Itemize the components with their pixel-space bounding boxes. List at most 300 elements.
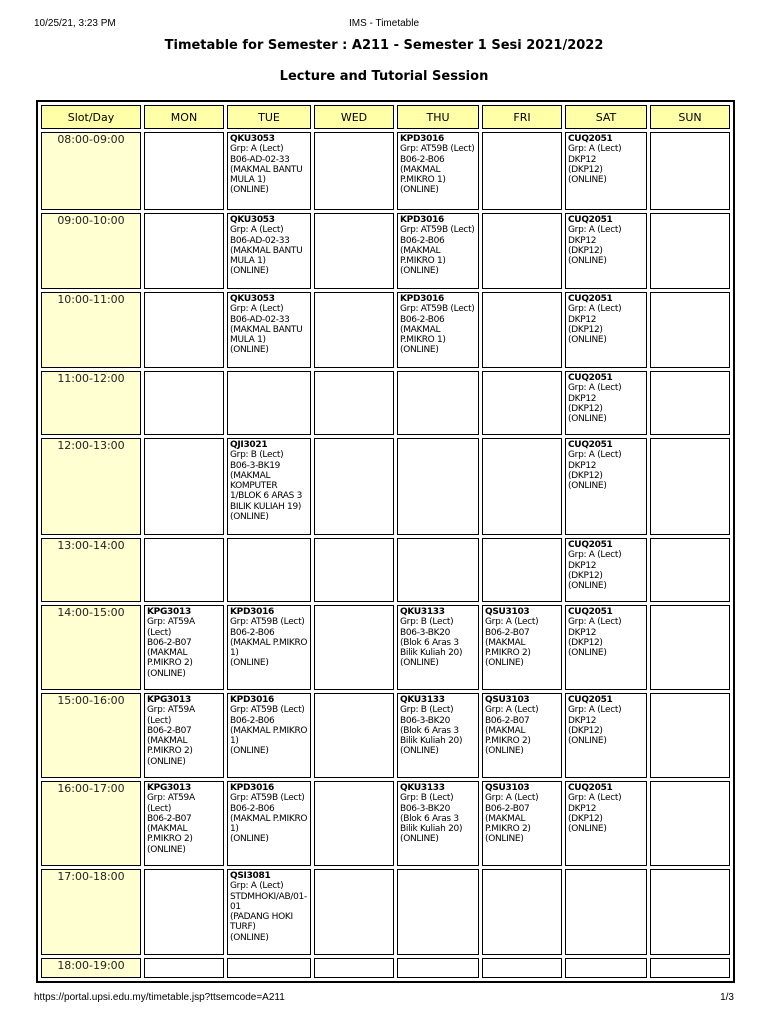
day-cell — [314, 132, 394, 210]
class-detail: (Lect) — [147, 715, 172, 726]
class-detail: MULA 1) — [230, 256, 266, 267]
day-cell — [397, 371, 479, 435]
class-entry — [566, 439, 646, 491]
table-row — [41, 781, 730, 866]
day-cell — [565, 371, 647, 435]
day-cell — [565, 438, 647, 535]
slot-time: 15:00-16:00 — [41, 693, 141, 778]
table-row — [41, 213, 730, 289]
day-cell — [314, 371, 394, 435]
class-detail: Grp: A (Lect) — [485, 793, 539, 804]
day-cell — [565, 781, 647, 866]
slot-time: 12:00-13:00 — [41, 438, 141, 535]
class-detail: (ONLINE) — [568, 581, 607, 592]
day-cell — [227, 781, 311, 866]
class-detail: (DKP12) — [568, 570, 603, 581]
day-cell — [397, 132, 479, 210]
course-code: CUQ2051 — [568, 607, 613, 617]
course-code: QSU3103 — [485, 607, 530, 617]
class-detail: B06-2-B07 — [485, 627, 530, 638]
day-cell — [482, 538, 562, 602]
day-cell — [314, 438, 394, 535]
day-cell — [144, 292, 224, 368]
course-code: KPG3013 — [147, 607, 191, 617]
course-code: KPD3016 — [230, 695, 274, 705]
class-entry — [398, 133, 478, 196]
class-entry — [398, 293, 478, 356]
print-page-title: IMS - Timetable — [348, 18, 420, 29]
class-entry — [228, 439, 310, 522]
header-fri: FRI — [482, 105, 562, 129]
course-code: CUQ2051 — [568, 294, 613, 304]
course-code: CUQ2051 — [568, 540, 613, 550]
class-entry — [566, 214, 646, 266]
class-detail: P.MIKRO 2) — [485, 648, 531, 659]
course-code: KPD3016 — [400, 134, 444, 144]
day-cell — [144, 958, 224, 978]
class-detail: DKP12 — [568, 560, 597, 571]
class-detail: (MAKMAL BANTU — [230, 164, 303, 175]
class-entry — [398, 782, 478, 845]
class-detail: (DKP12) — [568, 245, 603, 256]
class-detail: Grp: AT59B (Lect) — [230, 793, 305, 804]
class-detail: DKP12 — [568, 803, 597, 814]
day-cell — [650, 869, 730, 955]
class-detail: MULA 1) — [230, 335, 266, 346]
class-detail: B06-2-B06 — [400, 154, 445, 165]
course-code: CUQ2051 — [568, 134, 613, 144]
header-row — [41, 105, 730, 129]
class-detail: B06-2-B07 — [147, 813, 192, 824]
course-code: QKU3133 — [400, 695, 445, 705]
class-detail: Grp: A (Lect) — [230, 144, 284, 155]
class-detail: (ONLINE) — [568, 736, 607, 747]
class-detail: (ONLINE) — [568, 256, 607, 267]
class-entry — [566, 694, 646, 746]
day-cell — [227, 132, 311, 210]
slot-time: 10:00-11:00 — [41, 292, 141, 368]
class-detail: (Blok 6 Aras 3 — [400, 813, 459, 824]
day-cell — [565, 213, 647, 289]
day-cell — [314, 292, 394, 368]
day-cell — [227, 538, 311, 602]
day-cell — [482, 958, 562, 978]
class-detail: 1) — [230, 824, 239, 835]
class-detail: Grp: AT59A — [147, 617, 195, 628]
class-detail: P.MIKRO 2) — [485, 736, 531, 747]
class-detail: (DKP12) — [568, 324, 603, 335]
class-detail: (ONLINE) — [230, 932, 269, 943]
print-datetime: 10/25/21, 3:23 PM — [34, 18, 116, 29]
class-detail: DKP12 — [568, 235, 597, 246]
class-detail: 01 — [230, 901, 241, 912]
day-cell — [565, 132, 647, 210]
class-detail: (ONLINE) — [485, 658, 524, 669]
day-cell — [482, 605, 562, 690]
course-code: QSU3103 — [485, 783, 530, 793]
class-detail: B06-2-B07 — [485, 803, 530, 814]
day-cell — [482, 438, 562, 535]
class-detail: (MAKMAL BANTU — [230, 245, 303, 256]
class-detail: Grp: A (Lect) — [230, 225, 284, 236]
class-detail: (ONLINE) — [568, 824, 607, 835]
class-detail: B06-2-B07 — [485, 715, 530, 726]
class-detail: 1) — [230, 736, 239, 747]
class-detail: (MAKMAL — [147, 736, 188, 747]
course-code: CUQ2051 — [568, 695, 613, 705]
class-detail: (ONLINE) — [147, 756, 186, 767]
class-detail: (Blok 6 Aras 3 — [400, 637, 459, 648]
class-detail: (ONLINE) — [230, 185, 269, 196]
class-detail: P.MIKRO 2) — [147, 834, 193, 845]
class-detail: (MAKMAL — [485, 637, 526, 648]
class-detail: (ONLINE) — [485, 746, 524, 757]
class-detail: Bilik Kuliah 20) — [400, 648, 463, 659]
class-entry — [566, 293, 646, 345]
class-detail: Grp: AT59A — [147, 793, 195, 804]
class-entry — [483, 782, 561, 845]
course-code: CUQ2051 — [568, 373, 613, 383]
timetable-body — [41, 132, 730, 978]
header-mon: MON — [144, 105, 224, 129]
table-row — [41, 538, 730, 602]
class-entry — [483, 694, 561, 757]
class-detail: P.MIKRO 1) — [400, 256, 446, 267]
slot-time: 18:00-19:00 — [41, 958, 141, 978]
slot-time: 11:00-12:00 — [41, 371, 141, 435]
course-code: KPD3016 — [400, 215, 444, 225]
class-detail: (MAKMAL — [485, 813, 526, 824]
class-detail: (PADANG HOKI — [230, 912, 293, 923]
class-entry — [483, 606, 561, 669]
class-detail: DKP12 — [568, 460, 597, 471]
table-row — [41, 869, 730, 955]
class-detail: B06-2-B06 — [400, 235, 445, 246]
course-code: KPD3016 — [400, 294, 444, 304]
day-cell — [314, 958, 394, 978]
day-cell — [314, 781, 394, 866]
header-tue: TUE — [227, 105, 311, 129]
day-cell — [144, 438, 224, 535]
class-detail: Grp: B (Lect) — [400, 793, 454, 804]
class-detail: TURF) — [230, 922, 256, 933]
class-entry — [145, 694, 223, 767]
class-entry — [566, 606, 646, 658]
class-detail: B06-2-B06 — [230, 803, 275, 814]
day-cell — [397, 869, 479, 955]
page-title: Timetable for Semester : A211 - Semester 1 Sesi 2021/2022 — [164, 38, 604, 53]
class-detail: (ONLINE) — [230, 512, 269, 523]
day-cell — [144, 371, 224, 435]
table-row — [41, 292, 730, 368]
print-url: https://portal.upsi.edu.my/timetable.jsp?ttsemcode=A211 — [34, 992, 285, 1003]
class-entry — [228, 782, 310, 845]
course-code: QKU3133 — [400, 607, 445, 617]
class-detail: Grp: A (Lect) — [568, 550, 622, 561]
class-entry — [398, 694, 478, 757]
day-cell — [650, 958, 730, 978]
class-detail: B06-3-BK20 — [400, 627, 451, 638]
day-cell — [565, 693, 647, 778]
timetable — [36, 100, 735, 983]
day-cell — [397, 605, 479, 690]
table-row — [41, 132, 730, 210]
class-detail: (MAKMAL P.MIKRO — [230, 637, 308, 648]
class-detail: (DKP12) — [568, 725, 603, 736]
class-detail: (MAKMAL — [485, 725, 526, 736]
class-detail: Grp: A (Lect) — [485, 705, 539, 716]
class-detail: (MAKMAL — [147, 648, 188, 659]
class-detail: (MAKMAL — [147, 824, 188, 835]
class-detail: (MAKMAL — [400, 324, 441, 335]
slot-time: 13:00-14:00 — [41, 538, 141, 602]
class-detail: (ONLINE) — [568, 414, 607, 425]
table-row — [41, 438, 730, 535]
table-row — [41, 371, 730, 435]
day-cell — [482, 292, 562, 368]
class-detail: BILIK KULIAH 19) — [230, 501, 302, 512]
day-cell — [397, 438, 479, 535]
print-footer — [34, 992, 734, 1006]
class-detail: (MAKMAL — [400, 245, 441, 256]
class-detail: B06-AD-02-33 — [230, 314, 290, 325]
class-detail: (Lect) — [147, 627, 172, 638]
course-code: QJI3021 — [230, 440, 268, 450]
day-cell — [482, 781, 562, 866]
class-detail: (ONLINE) — [400, 834, 439, 845]
day-cell — [314, 538, 394, 602]
header-sat: SAT — [565, 105, 647, 129]
class-detail: KOMPUTER — [230, 481, 278, 492]
day-cell — [397, 538, 479, 602]
day-cell — [650, 292, 730, 368]
table-row — [41, 958, 730, 978]
day-cell — [144, 605, 224, 690]
class-entry — [398, 214, 478, 277]
class-entry — [566, 133, 646, 185]
day-cell — [397, 958, 479, 978]
class-detail: 1/BLOK 6 ARAS 3 — [230, 491, 303, 502]
course-code: QKU3053 — [230, 215, 275, 225]
class-detail: (ONLINE) — [230, 834, 269, 845]
class-detail: (ONLINE) — [147, 844, 186, 855]
class-detail: (DKP12) — [568, 813, 603, 824]
class-detail: (Blok 6 Aras 3 — [400, 725, 459, 736]
class-detail: B06-3-BK19 — [230, 460, 281, 471]
class-entry — [228, 870, 310, 943]
day-cell — [482, 693, 562, 778]
class-detail: (ONLINE) — [400, 345, 439, 356]
slot-time: 16:00-17:00 — [41, 781, 141, 866]
class-detail: DKP12 — [568, 715, 597, 726]
class-detail: (ONLINE) — [400, 746, 439, 757]
slot-time: 17:00-18:00 — [41, 869, 141, 955]
day-cell — [650, 538, 730, 602]
class-detail: Grp: A (Lect) — [485, 617, 539, 628]
slot-time: 09:00-10:00 — [41, 213, 141, 289]
class-detail: Grp: AT59B (Lect) — [230, 705, 305, 716]
course-code: CUQ2051 — [568, 440, 613, 450]
class-detail: (ONLINE) — [400, 266, 439, 277]
day-cell — [144, 132, 224, 210]
class-entry — [228, 293, 310, 356]
class-detail: Grp: AT59B (Lect) — [400, 144, 475, 155]
class-detail: B06-2-B07 — [147, 725, 192, 736]
class-detail: Bilik Kuliah 20) — [400, 736, 463, 747]
day-cell — [144, 693, 224, 778]
class-detail: (ONLINE) — [485, 834, 524, 845]
class-detail: Grp: A (Lect) — [568, 450, 622, 461]
course-code: QKU3053 — [230, 294, 275, 304]
day-cell — [397, 693, 479, 778]
class-detail: Grp: B (Lect) — [400, 705, 454, 716]
class-detail: (Lect) — [147, 803, 172, 814]
class-detail: P.MIKRO 1) — [400, 175, 446, 186]
class-detail: B06-2-B07 — [147, 637, 192, 648]
class-detail: B06-2-B06 — [230, 627, 275, 638]
class-entry — [398, 606, 478, 669]
class-detail: Bilik Kuliah 20) — [400, 824, 463, 835]
course-code: KPD3016 — [230, 607, 274, 617]
class-entry — [228, 694, 310, 757]
day-cell — [314, 869, 394, 955]
class-detail: (ONLINE) — [230, 658, 269, 669]
day-cell — [650, 693, 730, 778]
page-subtitle: Lecture and Tutorial Session — [279, 69, 489, 84]
day-cell — [565, 538, 647, 602]
class-entry — [145, 782, 223, 855]
course-code: QKU3053 — [230, 134, 275, 144]
class-detail: DKP12 — [568, 393, 597, 404]
day-cell — [397, 213, 479, 289]
class-detail: Grp: A (Lect) — [568, 793, 622, 804]
class-detail: Grp: AT59B (Lect) — [230, 617, 305, 628]
class-detail: (DKP12) — [568, 164, 603, 175]
class-entry — [228, 606, 310, 669]
class-entry — [228, 133, 310, 196]
class-detail: 1) — [230, 648, 239, 659]
class-detail: Grp: A (Lect) — [568, 144, 622, 155]
class-detail: Grp: AT59B (Lect) — [400, 304, 475, 315]
class-detail: B06-3-BK20 — [400, 803, 451, 814]
class-detail: P.MIKRO 2) — [147, 746, 193, 757]
day-cell — [314, 693, 394, 778]
class-detail: Grp: A (Lect) — [568, 705, 622, 716]
class-detail: P.MIKRO 2) — [485, 824, 531, 835]
day-cell — [227, 292, 311, 368]
course-code: QSI3081 — [230, 871, 271, 881]
day-cell — [227, 438, 311, 535]
class-detail: (DKP12) — [568, 403, 603, 414]
class-detail: P.MIKRO 1) — [400, 335, 446, 346]
course-code: KPG3013 — [147, 783, 191, 793]
slot-time: 14:00-15:00 — [41, 605, 141, 690]
class-entry — [566, 372, 646, 424]
class-detail: Grp: B (Lect) — [230, 450, 284, 461]
header-wed: WED — [314, 105, 394, 129]
day-cell — [227, 693, 311, 778]
class-detail: (ONLINE) — [400, 185, 439, 196]
day-cell — [397, 781, 479, 866]
day-cell — [227, 371, 311, 435]
course-code: CUQ2051 — [568, 215, 613, 225]
print-header — [34, 18, 734, 32]
day-cell — [227, 605, 311, 690]
day-cell — [314, 213, 394, 289]
print-page-number: 1/3 — [720, 992, 734, 1003]
class-detail: DKP12 — [568, 627, 597, 638]
class-detail: (DKP12) — [568, 637, 603, 648]
class-detail: (MAKMAL P.MIKRO — [230, 725, 308, 736]
class-detail: B06-AD-02-33 — [230, 235, 290, 246]
table-row — [41, 605, 730, 690]
class-detail: (ONLINE) — [568, 175, 607, 186]
class-detail: Grp: A (Lect) — [230, 304, 284, 315]
class-detail: P.MIKRO 2) — [147, 658, 193, 669]
day-cell — [650, 213, 730, 289]
day-cell — [144, 781, 224, 866]
day-cell — [144, 213, 224, 289]
day-cell — [314, 605, 394, 690]
class-detail: Grp: A (Lect) — [568, 304, 622, 315]
class-detail: Grp: A (Lect) — [568, 383, 622, 394]
day-cell — [482, 869, 562, 955]
class-detail: (ONLINE) — [230, 345, 269, 356]
class-detail: (ONLINE) — [568, 648, 607, 659]
class-detail: Grp: B (Lect) — [400, 617, 454, 628]
class-detail: (ONLINE) — [230, 746, 269, 757]
class-detail: (ONLINE) — [400, 658, 439, 669]
class-detail: (MAKMAL BANTU — [230, 324, 303, 335]
course-code: CUQ2051 — [568, 783, 613, 793]
day-cell — [482, 371, 562, 435]
day-cell — [227, 958, 311, 978]
class-entry — [566, 782, 646, 834]
class-detail: (MAKMAL — [400, 164, 441, 175]
class-detail: (ONLINE) — [230, 266, 269, 277]
day-cell — [650, 781, 730, 866]
class-entry — [145, 606, 223, 679]
day-cell — [227, 213, 311, 289]
slot-time: 08:00-09:00 — [41, 132, 141, 210]
class-detail: B06-2-B06 — [230, 715, 275, 726]
class-detail: B06-3-BK20 — [400, 715, 451, 726]
class-entry — [566, 539, 646, 591]
day-cell — [227, 869, 311, 955]
class-detail: B06-2-B06 — [400, 314, 445, 325]
class-detail: Grp: AT59A — [147, 705, 195, 716]
class-entry — [228, 214, 310, 277]
header-sun: SUN — [650, 105, 730, 129]
day-cell — [565, 869, 647, 955]
class-detail: (MAKMAL — [230, 470, 271, 481]
class-detail: Grp: A (Lect) — [230, 881, 284, 892]
class-detail: Grp: AT59B (Lect) — [400, 225, 475, 236]
class-detail: (ONLINE) — [568, 481, 607, 492]
day-cell — [482, 132, 562, 210]
day-cell — [565, 605, 647, 690]
class-detail: DKP12 — [568, 154, 597, 165]
class-detail: (MAKMAL P.MIKRO — [230, 813, 308, 824]
class-detail: STDMHOKI/AB/01- — [230, 891, 307, 902]
day-cell — [650, 371, 730, 435]
day-cell — [482, 213, 562, 289]
day-cell — [397, 292, 479, 368]
day-cell — [650, 438, 730, 535]
course-code: QKU3133 — [400, 783, 445, 793]
class-detail: Grp: A (Lect) — [568, 617, 622, 628]
class-detail: Grp: A (Lect) — [568, 225, 622, 236]
